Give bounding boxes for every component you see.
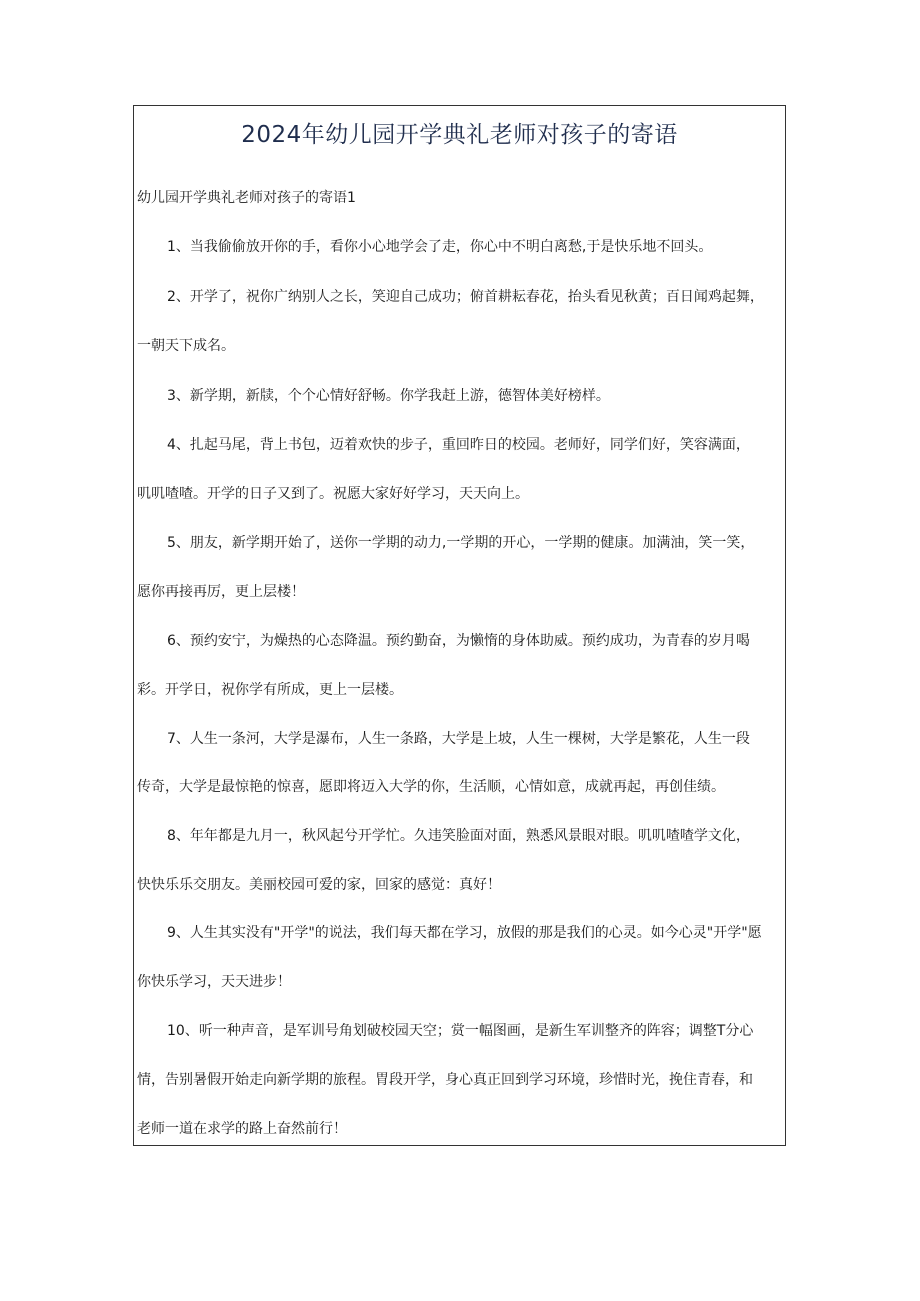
paragraph-2-line-1: 2、开学了，祝你广纳别人之长，笑迎自己成功；俯首耕耘春花，抬头看见秋黄；百日闻鸡起舞， bbox=[167, 289, 764, 305]
paragraph-10-line-3: 老师一道在求学的路上奋然前行！ bbox=[137, 1121, 347, 1137]
paragraph-6-line-2: 彩。开学日，祝你学有所成，更上一层楼。 bbox=[137, 682, 403, 698]
paragraph-10-line-2: 情，告别暑假开始走向新学期的旅程。胃段开学，身心真正回到学习环境，珍惜时光，挽住青春，和 bbox=[137, 1072, 753, 1088]
paragraph-8-line-2: 快快乐乐交朋友。美丽校园可爱的家，回家的感觉：真好！ bbox=[137, 877, 501, 893]
paragraph-9-line-1: 9、人生其实没有"开学"的说法，我们每天都在学习，放假的那是我们的心灵。如今心灵"开学"愿 bbox=[167, 925, 762, 941]
paragraph-10-line-1: 10、听一种声音，是军训号角划破校园天空；赏一幅图画，是新生军训整齐的阵容；调整T分心 bbox=[167, 1023, 754, 1039]
paragraph-4-line-1: 4、扎起马尾，背上书包，迈着欢快的步子，重回昨日的校园。老师好，同学们好，笑容满面， bbox=[167, 437, 750, 453]
paragraph-7-line-2: 传奇，大学是最惊艳的惊喜，愿即将迈入大学的你，生活顺，心情如意，成就再起，再创佳绩。 bbox=[137, 779, 725, 795]
paragraph-8-line-1: 8、年年都是九月一，秋风起兮开学忙。久违笑脸面对面，熟悉风景眼对眼。叽叽喳喳学文化， bbox=[167, 828, 750, 844]
section-heading: 幼儿园开学典礼老师对孩子的寄语1 bbox=[137, 190, 356, 206]
paragraph-4-line-2: 叽叽喳喳。开学的日子又到了。祝愿大家好好学习，天天向上。 bbox=[137, 486, 529, 502]
paragraph-3-line-1: 3、新学期，新牍，个个心情好舒畅。你学我赶上游，德智体美好榜样。 bbox=[167, 388, 610, 404]
paragraph-1-line-1: 1、当我偷偷放开你的手，看你小心地学会了走，你心中不明白离愁,于是快乐地不回头。 bbox=[167, 239, 713, 255]
paragraph-5-line-2: 愿你再接再厉，更上层楼！ bbox=[137, 584, 305, 600]
paragraph-7-line-1: 7、人生一条河，大学是瀑布，人生一条路，大学是上坡，人生一棵树，大学是繁花，人生一段 bbox=[167, 731, 750, 747]
paragraph-5-line-1: 5、朋友，新学期开始了，送你一学期的动力,一学期的开心，一学期的健康。加满油，笑一笑， bbox=[167, 535, 755, 551]
paragraph-2-line-2: 一朝天下成名。 bbox=[137, 338, 235, 354]
paragraph-6-line-1: 6、预约安宁，为燥热的心态降温。预约勤奋，为懒惰的身体助威。预约成功，为青春的岁月喝 bbox=[167, 633, 750, 649]
document-frame bbox=[133, 105, 786, 1146]
document-title: 2024年幼儿园开学典礼老师对孩子的寄语 bbox=[241, 122, 678, 148]
paragraph-9-line-2: 你快乐学习，天天进步！ bbox=[137, 974, 291, 990]
